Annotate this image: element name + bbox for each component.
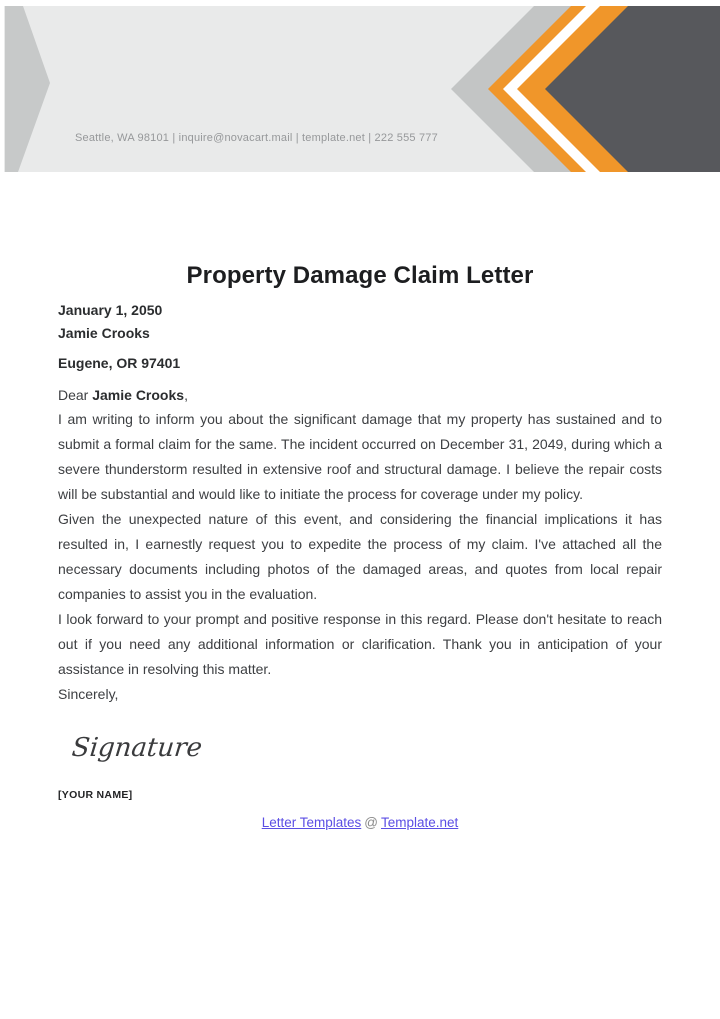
header-banner <box>0 6 720 172</box>
closing-line: Sincerely, <box>58 686 119 702</box>
paragraph-3: I look forward to your prompt and positive response in this regard. Please don't hesitate to reach out if you need any additional information or clarification. Thank you in anticipation of your assistance in resolving this matter. <box>58 611 662 677</box>
salutation-name: Jamie Crooks <box>92 387 185 403</box>
page-title: Property Damage Claim Letter <box>186 262 534 289</box>
signer-name-placeholder: [YOUR NAME] <box>58 789 133 801</box>
recipient-name: Jamie Crooks <box>58 325 150 341</box>
footer-attribution <box>58 815 662 830</box>
letter-date: January 1, 2050 <box>58 302 163 318</box>
paragraph-2: Given the unexpected nature of this event, and considering the financial implications it has resulted in, I earnestly request you to expedite the process of my claim. I've attached all the necessary documents including photos of the damaged areas, and quotes from local repair companies to assist you in the evaluation. <box>58 511 662 602</box>
template-net-link[interactable]: Template.net <box>380 815 459 830</box>
salutation <box>58 384 662 407</box>
salutation-suffix: , <box>184 387 188 403</box>
at-separator: @ <box>364 815 378 830</box>
header-decoration <box>0 6 720 172</box>
salutation-prefix: Dear <box>58 387 93 403</box>
paragraph-1: I am writing to inform you about the significant damage that my property has sustained and to submit a formal claim for the same. The incident occurred on December 31, 2049, during which a severe thunderstorm resulted in extensive roof and structural damage. I believe the repair costs will be substantial and would like to initiate the process for coverage under my policy. <box>58 411 662 502</box>
contact-line: Seattle, WA 98101 | inquire@novacart.mail | template.net | 222 555 777 <box>75 132 438 144</box>
letter-templates-link[interactable]: Letter Templates <box>261 815 362 830</box>
signature-script: Signature <box>70 733 204 763</box>
recipient-address: Eugene, OR 97401 <box>58 355 181 371</box>
letter-body <box>0 262 720 830</box>
